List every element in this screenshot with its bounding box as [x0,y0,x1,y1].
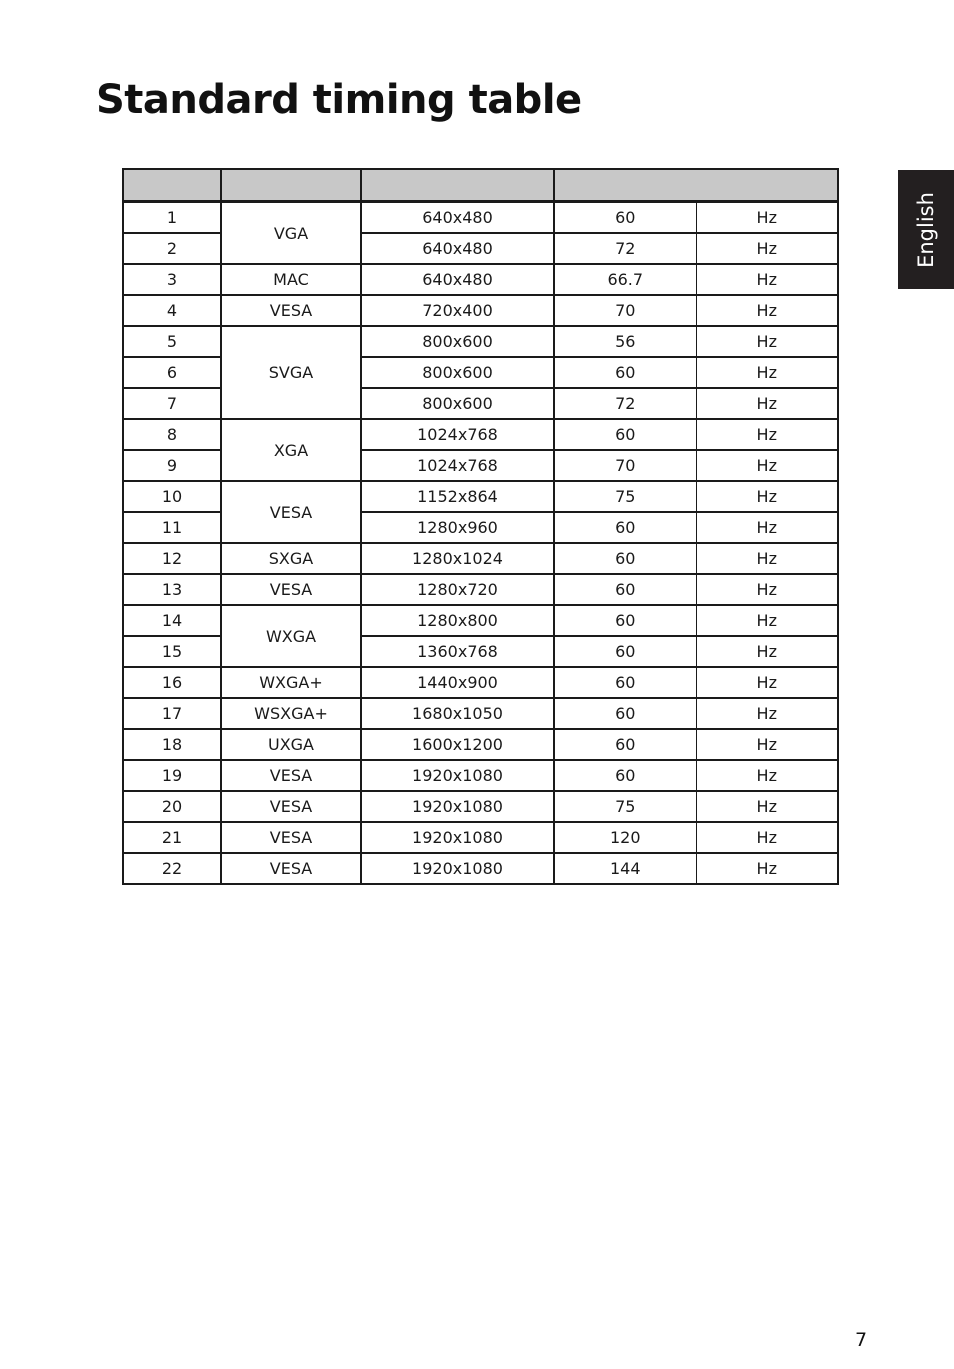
unit-cell: Hz [696,512,838,543]
unit-cell: Hz [696,295,838,326]
resolution-cell: 1920x1080 [361,791,554,822]
unit-cell: Hz [696,419,838,450]
frequency-cell: 60 [554,512,696,543]
frequency-cell: 144 [554,853,696,884]
resolution-cell: 1920x1080 [361,853,554,884]
header-mode [221,169,361,202]
resolution-cell: 640x480 [361,264,554,295]
row-number-cell: 14 [123,605,221,636]
resolution-cell: 1440x900 [361,667,554,698]
unit-cell: Hz [696,264,838,295]
table-row [123,729,838,760]
row-number-cell: 11 [123,512,221,543]
resolution-cell: 1280x1024 [361,543,554,574]
unit-cell: Hz [696,543,838,574]
frequency-cell: 60 [554,760,696,791]
table-body [123,202,838,885]
mode-cell: VESA [221,574,361,605]
table-row [123,760,838,791]
row-number-cell: 4 [123,295,221,326]
header-no [123,169,221,202]
row-number-cell: 10 [123,481,221,512]
table-row [123,605,838,636]
mode-cell: VESA [221,853,361,884]
mode-cell: UXGA [221,729,361,760]
table-row [123,543,838,574]
language-tab [898,170,954,289]
table-row [123,202,838,234]
frequency-cell: 60 [554,543,696,574]
row-number-cell: 22 [123,853,221,884]
unit-cell: Hz [696,760,838,791]
table-row [123,574,838,605]
resolution-cell: 1280x800 [361,605,554,636]
unit-cell: Hz [696,822,838,853]
row-number-cell: 16 [123,667,221,698]
resolution-cell: 1280x960 [361,512,554,543]
unit-cell: Hz [696,357,838,388]
row-number-cell: 13 [123,574,221,605]
row-number-cell: 7 [123,388,221,419]
frequency-cell: 120 [554,822,696,853]
table-row [123,667,838,698]
frequency-cell: 70 [554,295,696,326]
unit-cell: Hz [696,574,838,605]
resolution-cell: 640x480 [361,202,554,234]
language-tab-label: English [914,191,939,268]
mode-cell: SXGA [221,543,361,574]
resolution-cell: 1920x1080 [361,822,554,853]
row-number-cell: 2 [123,233,221,264]
resolution-cell: 1360x768 [361,636,554,667]
frequency-cell: 75 [554,481,696,512]
resolution-cell: 800x600 [361,326,554,357]
frequency-cell: 72 [554,388,696,419]
table-row [123,698,838,729]
page-title: Standard timing table [96,77,582,123]
unit-cell: Hz [696,450,838,481]
table-row [123,853,838,884]
table-row [123,264,838,295]
table-row [123,326,838,357]
mode-cell: WSXGA+ [221,698,361,729]
frequency-cell: 75 [554,791,696,822]
row-number-cell: 18 [123,729,221,760]
resolution-cell: 1680x1050 [361,698,554,729]
mode-cell: WXGA+ [221,667,361,698]
row-number-cell: 6 [123,357,221,388]
table-row [123,481,838,512]
frequency-cell: 60 [554,729,696,760]
frequency-cell: 60 [554,419,696,450]
resolution-cell: 1920x1080 [361,760,554,791]
resolution-cell: 1280x720 [361,574,554,605]
unit-cell: Hz [696,202,838,234]
row-number-cell: 8 [123,419,221,450]
unit-cell: Hz [696,729,838,760]
unit-cell: Hz [696,605,838,636]
frequency-cell: 72 [554,233,696,264]
mode-cell: XGA [221,419,361,481]
unit-cell: Hz [696,667,838,698]
frequency-cell: 60 [554,667,696,698]
header-frequency [554,169,838,202]
header-resolution [361,169,554,202]
unit-cell: Hz [696,698,838,729]
resolution-cell: 720x400 [361,295,554,326]
mode-cell: WXGA [221,605,361,667]
table-row [123,822,838,853]
resolution-cell: 1024x768 [361,450,554,481]
mode-cell: VGA [221,202,361,265]
unit-cell: Hz [696,791,838,822]
row-number-cell: 9 [123,450,221,481]
row-number-cell: 1 [123,202,221,234]
mode-cell: VESA [221,822,361,853]
resolution-cell: 1600x1200 [361,729,554,760]
unit-cell: Hz [696,326,838,357]
row-number-cell: 17 [123,698,221,729]
mode-cell: VESA [221,760,361,791]
frequency-cell: 60 [554,636,696,667]
mode-cell: VESA [221,791,361,822]
resolution-cell: 640x480 [361,233,554,264]
resolution-cell: 800x600 [361,388,554,419]
table-row [123,791,838,822]
row-number-cell: 15 [123,636,221,667]
frequency-cell: 56 [554,326,696,357]
frequency-cell: 60 [554,574,696,605]
resolution-cell: 1152x864 [361,481,554,512]
table-row [123,295,838,326]
unit-cell: Hz [696,388,838,419]
unit-cell: Hz [696,233,838,264]
frequency-cell: 60 [554,202,696,234]
row-number-cell: 5 [123,326,221,357]
row-number-cell: 12 [123,543,221,574]
resolution-cell: 1024x768 [361,419,554,450]
row-number-cell: 21 [123,822,221,853]
mode-cell: VESA [221,295,361,326]
unit-cell: Hz [696,853,838,884]
frequency-cell: 66.7 [554,264,696,295]
frequency-cell: 70 [554,450,696,481]
frequency-cell: 60 [554,605,696,636]
row-number-cell: 3 [123,264,221,295]
resolution-cell: 800x600 [361,357,554,388]
mode-cell: MAC [221,264,361,295]
unit-cell: Hz [696,481,838,512]
frequency-cell: 60 [554,698,696,729]
mode-cell: SVGA [221,326,361,419]
frequency-cell: 60 [554,357,696,388]
page-number: 7 [855,1329,868,1351]
mode-cell: VESA [221,481,361,543]
table-row [123,419,838,450]
unit-cell: Hz [696,636,838,667]
row-number-cell: 19 [123,760,221,791]
row-number-cell: 20 [123,791,221,822]
timing-table [122,168,839,885]
table-header-row [123,169,838,202]
